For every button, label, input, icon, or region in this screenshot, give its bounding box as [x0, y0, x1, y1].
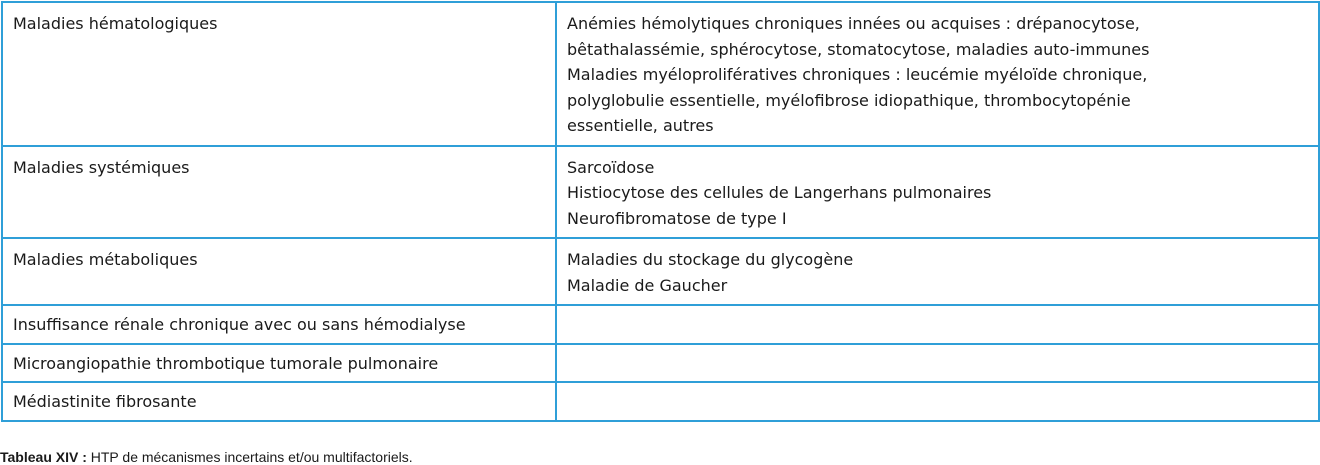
- table-row: [2, 305, 1319, 344]
- category-cell: Insuffisance rénale chronique avec ou sans hémodialyse: [2, 305, 556, 344]
- category-cell: Maladies hématologiques: [2, 2, 556, 146]
- detail-line: Histiocytose des cellules de Langerhans pulmonaires: [567, 183, 992, 202]
- detail-line: Sarcoïdose: [567, 157, 655, 177]
- table-row: [2, 344, 1319, 383]
- caption-text: HTP de mécanismes incertains et/ou multifactoriels.: [86, 449, 413, 465]
- detail-line: Maladies myéloprolifératives chroniques : leucémie myéloïde chronique,: [567, 65, 1148, 84]
- table-row: [2, 146, 1319, 239]
- detail-line: Anémies hémolytiques chroniques innées ou acquises : drépanocytose,: [567, 14, 1140, 33]
- details-cell: [556, 382, 1319, 421]
- caption-label: Tableau XIV :: [0, 449, 87, 465]
- table-row: [2, 382, 1319, 421]
- table-row: [2, 238, 1319, 305]
- table-row: [2, 2, 1319, 146]
- detail-line: Neurofibromatose de type I: [567, 208, 787, 228]
- detail-line: essentielle, autres: [567, 116, 714, 135]
- details-cell: [556, 146, 1319, 239]
- data-table: [1, 1, 1320, 422]
- detail-line: Maladie de Gaucher: [567, 275, 728, 295]
- details-cell: [556, 344, 1319, 383]
- details-cell: [556, 238, 1319, 305]
- category-cell: Maladies systémiques: [2, 146, 556, 239]
- detail-line: Maladies du stockage du glycogène: [567, 250, 854, 269]
- category-cell: Microangiopathie thrombotique tumorale pulmonaire: [2, 344, 556, 383]
- detail-line: bêtathalassémie, sphérocytose, stomatocytose, maladies auto-immunes: [567, 39, 1150, 59]
- category-cell: Maladies métaboliques: [2, 238, 556, 305]
- details-cell: [556, 2, 1319, 146]
- table-caption: [0, 449, 413, 465]
- details-cell: [556, 305, 1319, 344]
- detail-line: polyglobulie essentielle, myélofibrose idiopathique, thrombocytopénie: [567, 90, 1131, 110]
- category-cell: Médiastinite fibrosante: [2, 382, 556, 421]
